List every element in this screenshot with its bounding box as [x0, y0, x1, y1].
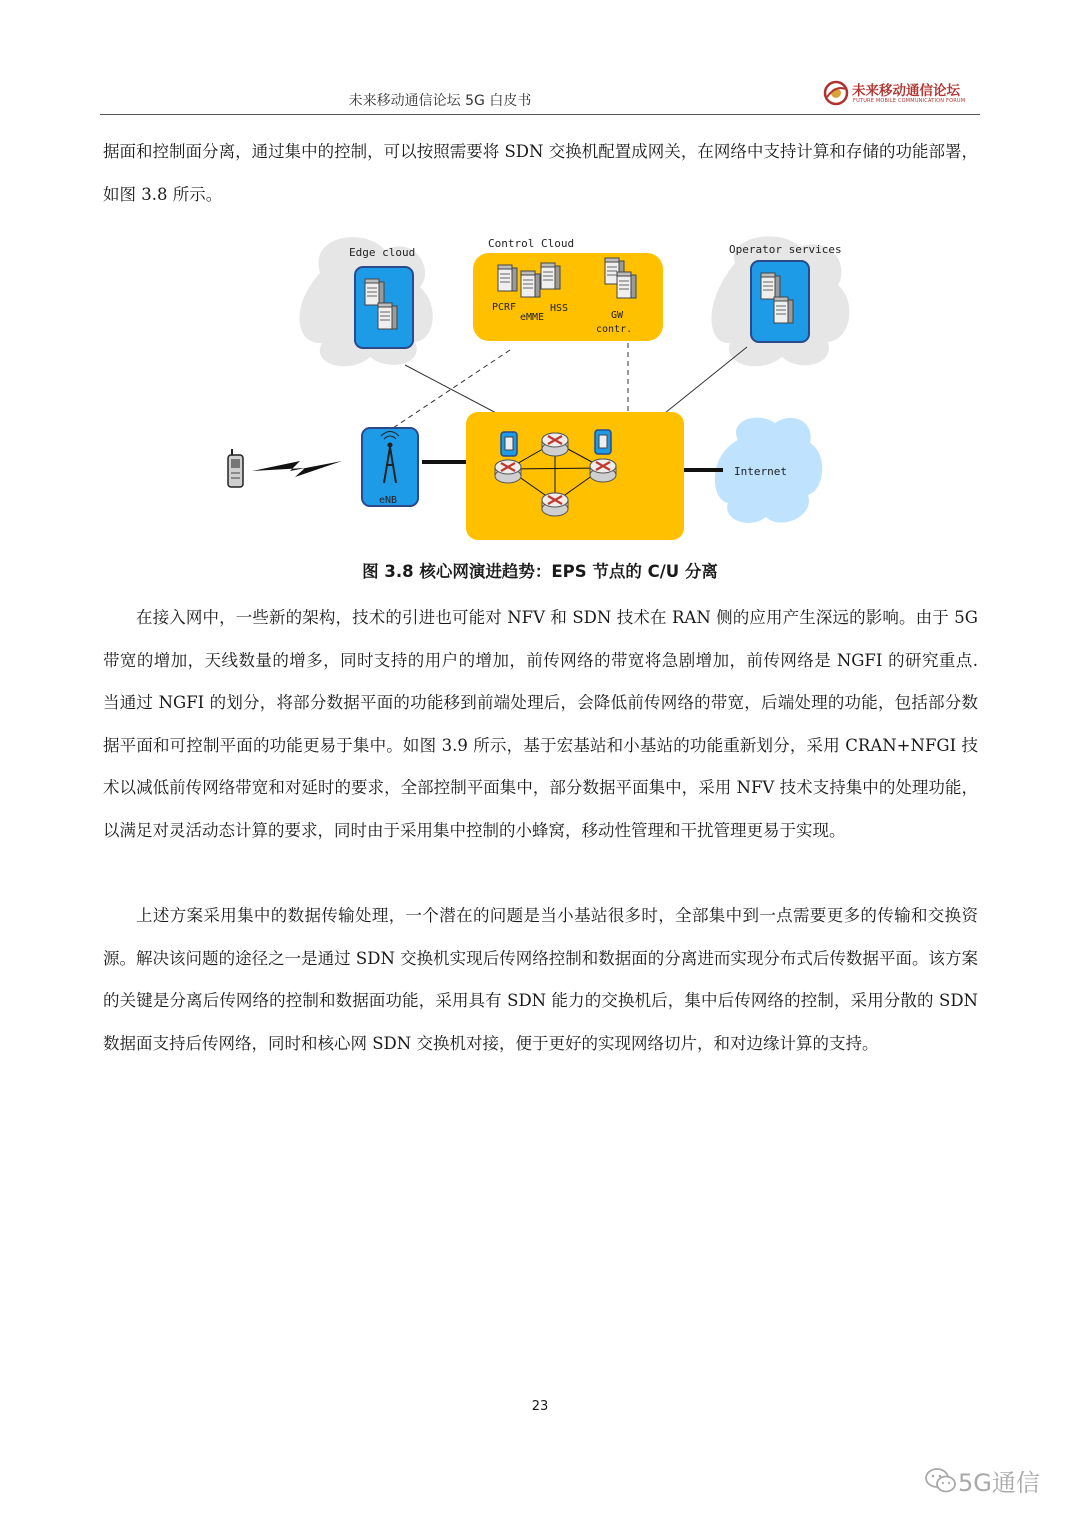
- figure-caption: 图 3.8 核心网演进趋势：EPS 节点的 C/U 分离: [362, 562, 718, 581]
- label-operator-services: Operator services: [729, 243, 842, 256]
- gw-server-icon: [617, 272, 636, 298]
- edge-server-icon: [378, 303, 397, 329]
- wireless-link-icon: [252, 461, 342, 477]
- operator-server-icon: [761, 273, 780, 299]
- paragraph-2: 在接入网中，一些新的架构，技术的引进也可能对 NFV 和 SDN 技术在 RAN 侧的应用产生深远的影响。由于 5G 带宽的增加，天线数量的增多，同时支持的用户的增加，前传网络的带宽将急剧增加，前传网络是 NGFI 的研究重点. 当通过 NGFI 的划分，将部分数据平面的功能移到前端处理后，会降低前传网络的带宽，后端处理的功能，包括部分数据平面和可控制平面的功能更易于集中。如图 3.9 所示，基于宏基站和小基站的功能重新划分，采用 CRAN+NFGI 技术以减低前传网络带宽和对延时的要求，全部控制平面集中，部分数据平面集中，采用 NFV 技术支持集中的处理功能，以满足对灵活动态计算的要求，同时由于采用集中控制的小蜂窝，移动性管理和干扰管理更易于实现。: [103, 608, 978, 840]
- figure-3-8: [210, 225, 850, 550]
- logo-english-name: FUTURE MOBILE COMMUNICATION FORUM: [853, 98, 966, 104]
- link-edge-core: [405, 365, 500, 415]
- gw-user-plane-icon: [595, 430, 611, 454]
- label-gw-contr: contr.: [596, 324, 633, 335]
- page-header: [100, 74, 980, 115]
- logo-chinese-name: 未来移动通信论坛: [852, 83, 960, 99]
- router-icon: [495, 460, 521, 483]
- label-gw: GW: [611, 310, 624, 321]
- emme-server-icon: [521, 271, 540, 297]
- edge-server-icon: [365, 279, 384, 305]
- pcrf-server-icon: [498, 265, 517, 291]
- mobile-phone-icon: [228, 449, 243, 487]
- link-operator-core: [665, 347, 747, 413]
- watermark-text: 5G通信: [958, 1469, 1040, 1497]
- operator-server-icon: [774, 297, 793, 323]
- label-pcrf: PCRF: [492, 302, 517, 313]
- header-title: 未来移动通信论坛 5G 白皮书: [348, 93, 532, 109]
- gw-user-plane-icon: [501, 432, 517, 456]
- label-emme: eMME: [520, 312, 545, 323]
- label-hss: HSS: [550, 303, 569, 314]
- hss-server-icon: [541, 263, 560, 289]
- forum-logo: [822, 76, 982, 110]
- page-number: 23: [531, 1399, 549, 1414]
- router-icon: [590, 459, 616, 482]
- network-diagram: [210, 225, 850, 550]
- paragraph-1: 据面和控制面分离，通过集中的控制，可以按照需要将 SDN 交换机配置成网关，在网络中支持计算和存储的功能部署，如图 3.8 所示。: [103, 142, 978, 204]
- paragraph-3: 上述方案采用集中的数据传输处理，一个潜在的问题是当小基站很多时，全部集中到一点需要更多的传输和交换资源。解决该问题的途径之一是通过 SDN 交换机实现后传网络控制和数据面的分离进而实现分布式后传数据平面。该方案的关键是分离后传网络的控制和数据面功能，采用具有 SDN 能力的交换机后，集中后传网络的控制，采用分散的 SDN 数据面支持后传网络，同时和核心网 SDN 交换机对接，便于更好的实现网络切片，和对边缘计算的支持。: [103, 906, 978, 1053]
- label-control-cloud: Control Cloud: [488, 237, 575, 250]
- label-enb: eNB: [379, 495, 398, 506]
- router-icon: [542, 493, 568, 516]
- wechat-icon: [925, 1467, 957, 1495]
- wechat-watermark: [925, 1463, 1055, 1499]
- label-edge-cloud: Edge cloud: [349, 246, 416, 259]
- router-icon: [542, 433, 568, 456]
- forum-logo-icon: [822, 79, 850, 107]
- label-internet: Internet: [734, 465, 787, 478]
